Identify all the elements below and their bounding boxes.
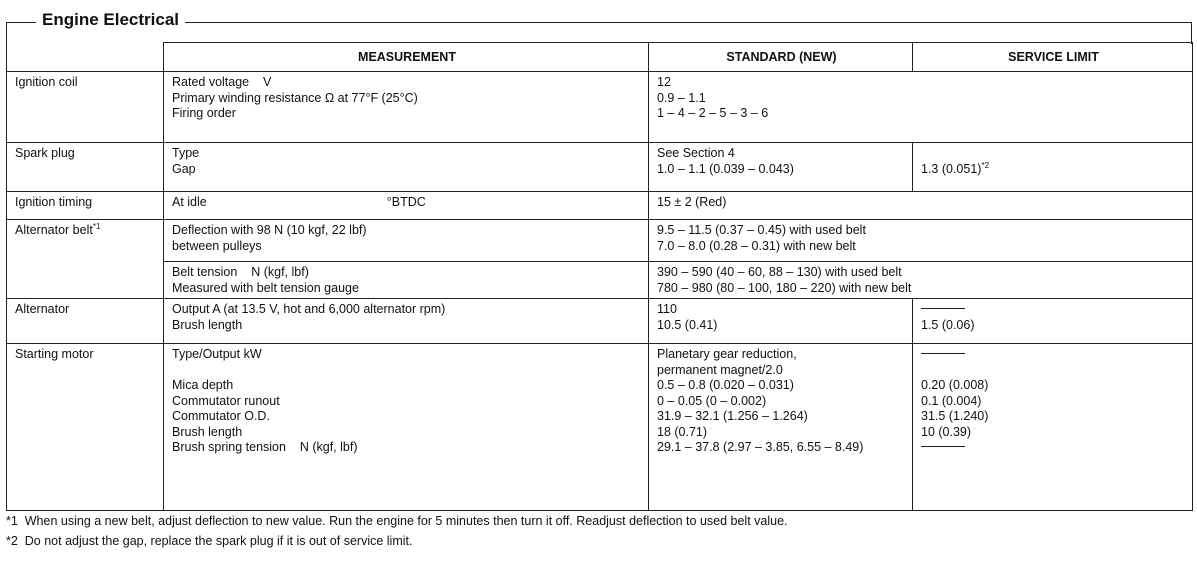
measurement-cell: [164, 299, 649, 344]
measurement-cell: [164, 220, 649, 262]
footnote-1: *1 When using a new belt, adjust deflection to new value. Run the engine for 5 minutes then turn it off. Readjust deflection to used belt value.: [6, 514, 788, 528]
component-name: Alternator: [7, 299, 164, 344]
measurement-line: Rated voltage V: [172, 75, 272, 89]
standard-line: permanent magnet/2.0: [657, 362, 783, 377]
header-row: [7, 43, 1193, 72]
standard-line: Planetary gear reduction,: [657, 347, 797, 361]
measurement-line: Firing order: [172, 106, 236, 120]
table-row: [7, 220, 1193, 262]
component-name: Spark plug: [7, 143, 164, 192]
service-limit-line: 0.20 (0.008): [921, 378, 989, 392]
standard-line: 0 – 0.05 (0 – 0.002): [657, 393, 767, 408]
measurement-cell: [164, 344, 649, 511]
unit-label: °BTDC: [386, 195, 426, 209]
standard-cell: [649, 299, 913, 344]
table-row: [7, 299, 1193, 344]
measurement-line: Brush length: [172, 317, 243, 332]
component-name: Ignition timing: [7, 192, 164, 220]
standard-line: 9.5 – 11.5 (0.37 – 0.45) with used belt: [657, 223, 866, 237]
standard-cell: [649, 72, 1193, 143]
standard-line: 390 – 590 (40 – 60, 88 – 130) with used belt: [657, 265, 902, 279]
measurement-line: Brush length: [172, 424, 243, 439]
measurement-line: Output A (at 13.5 V, hot and 6,000 alternator rpm): [172, 302, 446, 316]
standard-line: 780 – 980 (80 – 100, 180 – 220) with new belt: [657, 280, 912, 295]
service-limit-value: 1.3 (0.051): [921, 161, 982, 176]
table-row: [7, 72, 1193, 143]
standard-line: 0.5 – 0.8 (0.020 – 0.031): [657, 378, 794, 392]
measurement-line: Belt tension N (kgf, lbf): [172, 265, 309, 279]
not-applicable-dash: [921, 353, 965, 354]
standard-line: 10.5 (0.41): [657, 317, 718, 332]
measurement-line: Type/Output kW: [172, 347, 262, 361]
measurement-line: At idle: [172, 195, 207, 209]
standard-line: 0.9 – 1.1: [657, 90, 706, 105]
standard-line: 12: [657, 75, 671, 89]
standard-line: 7.0 – 8.0 (0.28 – 0.31) with new belt: [657, 238, 856, 253]
component-name: [7, 220, 164, 299]
standard-cell: [649, 262, 1193, 299]
not-applicable-dash: [921, 446, 965, 447]
measurement-line: between pulleys: [172, 238, 262, 253]
standard-line: 1.0 – 1.1 (0.039 – 0.043): [657, 161, 794, 176]
measurement-cell: [164, 262, 649, 299]
measurement-line: Brush spring tension N (kgf, lbf): [172, 440, 358, 454]
measurement-cell: [164, 192, 649, 220]
section-title: Engine Electrical: [36, 10, 185, 30]
table-row: [7, 192, 1193, 220]
measurement-cell: [164, 72, 649, 143]
header-service-limit: SERVICE LIMIT: [913, 43, 1193, 72]
standard-line: 110: [657, 302, 677, 316]
service-limit-cell: [913, 299, 1193, 344]
standard-line: 29.1 – 37.8 (2.97 – 3.85, 6.55 – 8.49): [657, 440, 864, 454]
footnote-2: *2 Do not adjust the gap, replace the spark plug if it is out of service limit.: [6, 534, 413, 548]
measurement-line: Type: [172, 146, 200, 160]
service-limit-line: 0.1 (0.004): [921, 393, 982, 408]
standard-line: 18 (0.71): [657, 424, 708, 439]
service-limit-line: 10 (0.39): [921, 424, 972, 439]
table-row: [7, 262, 1193, 299]
header-measurement: MEASUREMENT: [164, 43, 649, 72]
header-standard: STANDARD (NEW): [649, 43, 913, 72]
measurement-line: Measured with belt tension gauge: [172, 280, 359, 295]
footnote-ref: *1: [92, 221, 101, 231]
measurement-line: Deflection with 98 N (10 kgf, 22 lbf): [172, 223, 367, 237]
not-applicable-dash: [921, 308, 965, 309]
standard-cell: [649, 220, 1193, 262]
standard-line: 1 – 4 – 2 – 5 – 3 – 6: [657, 106, 769, 120]
standard-cell: [649, 344, 913, 511]
header-component: [7, 43, 164, 72]
standard-line: See Section 4: [657, 146, 735, 160]
component-name: Ignition coil: [7, 72, 164, 143]
spec-table: [6, 42, 1193, 511]
service-limit-cell: [913, 344, 1193, 511]
standard-cell: [649, 143, 913, 192]
standard-line: 31.9 – 32.1 (1.256 – 1.264): [657, 409, 808, 423]
measurement-line: Mica depth: [172, 378, 234, 392]
measurement-line: Commutator runout: [172, 393, 280, 408]
frame-left-tick: [6, 22, 7, 44]
measurement-line: Commutator O.D.: [172, 409, 270, 423]
standard-cell: 15 ± 2 (Red): [649, 192, 1193, 220]
service-limit-cell: [913, 143, 1193, 192]
component-label: Alternator belt: [15, 223, 93, 237]
measurement-line: Primary winding resistance Ω at 77°F (25°C): [172, 90, 418, 105]
table-row: [7, 143, 1193, 192]
measurement-cell: [164, 143, 649, 192]
table-row: [7, 344, 1193, 511]
measurement-line: Gap: [172, 161, 196, 176]
component-name: Starting motor: [7, 344, 164, 511]
footnote-ref: *2: [981, 160, 990, 170]
service-limit-line: 31.5 (1.240): [921, 409, 989, 423]
frame-right-tick: [1191, 22, 1192, 44]
service-limit-line: 1.5 (0.06): [921, 317, 975, 332]
